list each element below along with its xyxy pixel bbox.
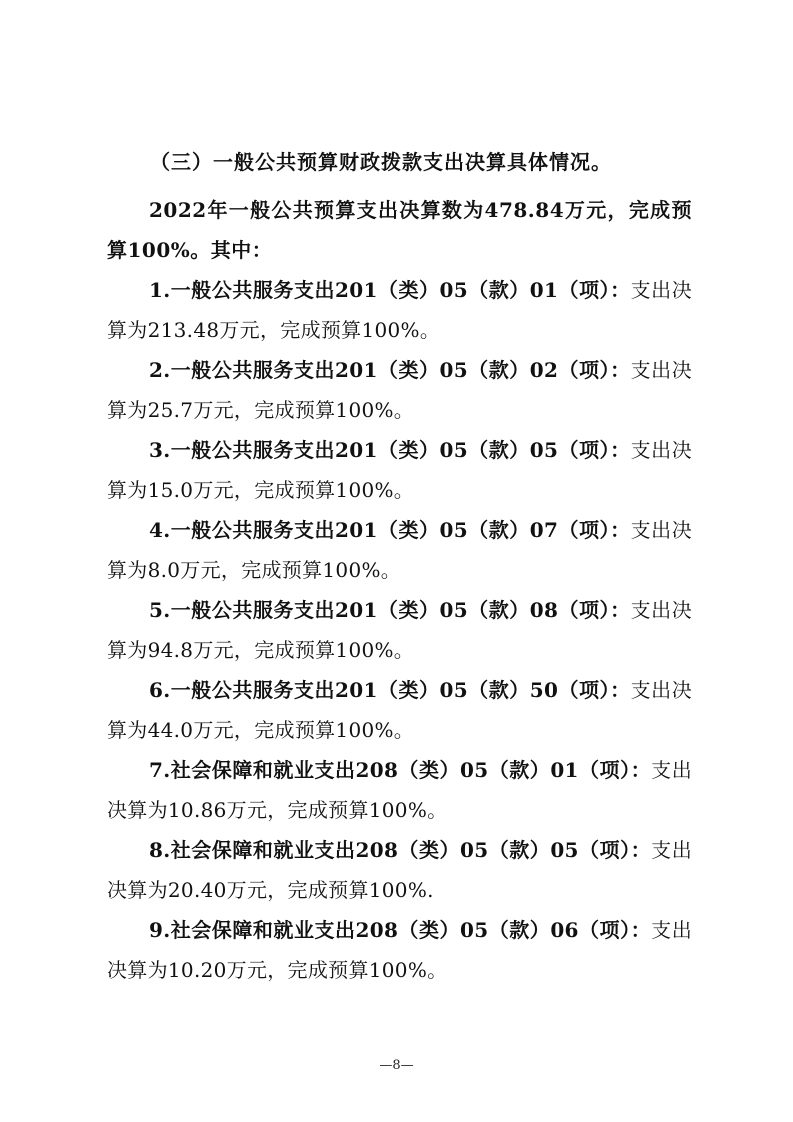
section-heading: （三）一般公共预算财政拨款支出决算具体情况。 [150,150,612,174]
list-item [107,910,692,990]
item-label: 3.一般公共服务支出201（类）05（款）05（项）： [149,438,631,462]
page-number: —8— [379,1058,414,1073]
list-item [107,270,692,350]
item-text: 支出决算为15.0万元，完成预算100%。 [107,438,693,502]
item-label: 2.一般公共服务支出201（类）05（款）02（项）： [149,358,631,382]
item-label: 8.社会保障和就业支出208（类）05（款）05（项）： [149,838,652,862]
item-text: 支出决算为10.20万元，完成预算100%。 [107,918,692,982]
item-label: 6.一般公共服务支出201（类）05（款）50（项）： [149,678,631,702]
item-text: 支出决算为25.7万元，完成预算100%。 [107,358,693,422]
item-label: 5.一般公共服务支出201（类）05（款）08（项）： [149,598,631,622]
item-text: 支出决算为213.48万元，完成预算100%。 [107,278,693,342]
summary-paragraph: 2022年一般公共预算支出决算数为478.84万元，完成预算100%。其中： [107,198,692,262]
item-text: 支出决算为94.8万元，完成预算100%。 [107,598,693,662]
list-item [107,830,692,910]
list-item [107,670,692,750]
list-item [107,750,692,830]
item-text: 支出决算为8.0万元，完成预算100%。 [107,518,693,582]
item-label: 9.社会保障和就业支出208（类）05（款）06（项）： [149,918,652,942]
item-label: 4.一般公共服务支出201（类）05（款）07（项）： [149,518,631,542]
item-text: 支出决算为10.86万元，完成预算100%。 [107,758,692,822]
item-label: 1.一般公共服务支出201（类）05（款）01（项）： [149,278,631,302]
list-item [107,430,692,510]
list-item [107,590,692,670]
item-text: 支出决算为20.40万元，完成预算100%. [107,838,692,902]
list-item [107,510,692,590]
list-item [107,350,692,430]
item-label: 7.社会保障和就业支出208（类）05（款）01（项）： [149,758,652,782]
item-text: 支出决算为44.0万元，完成预算100%。 [107,678,693,742]
